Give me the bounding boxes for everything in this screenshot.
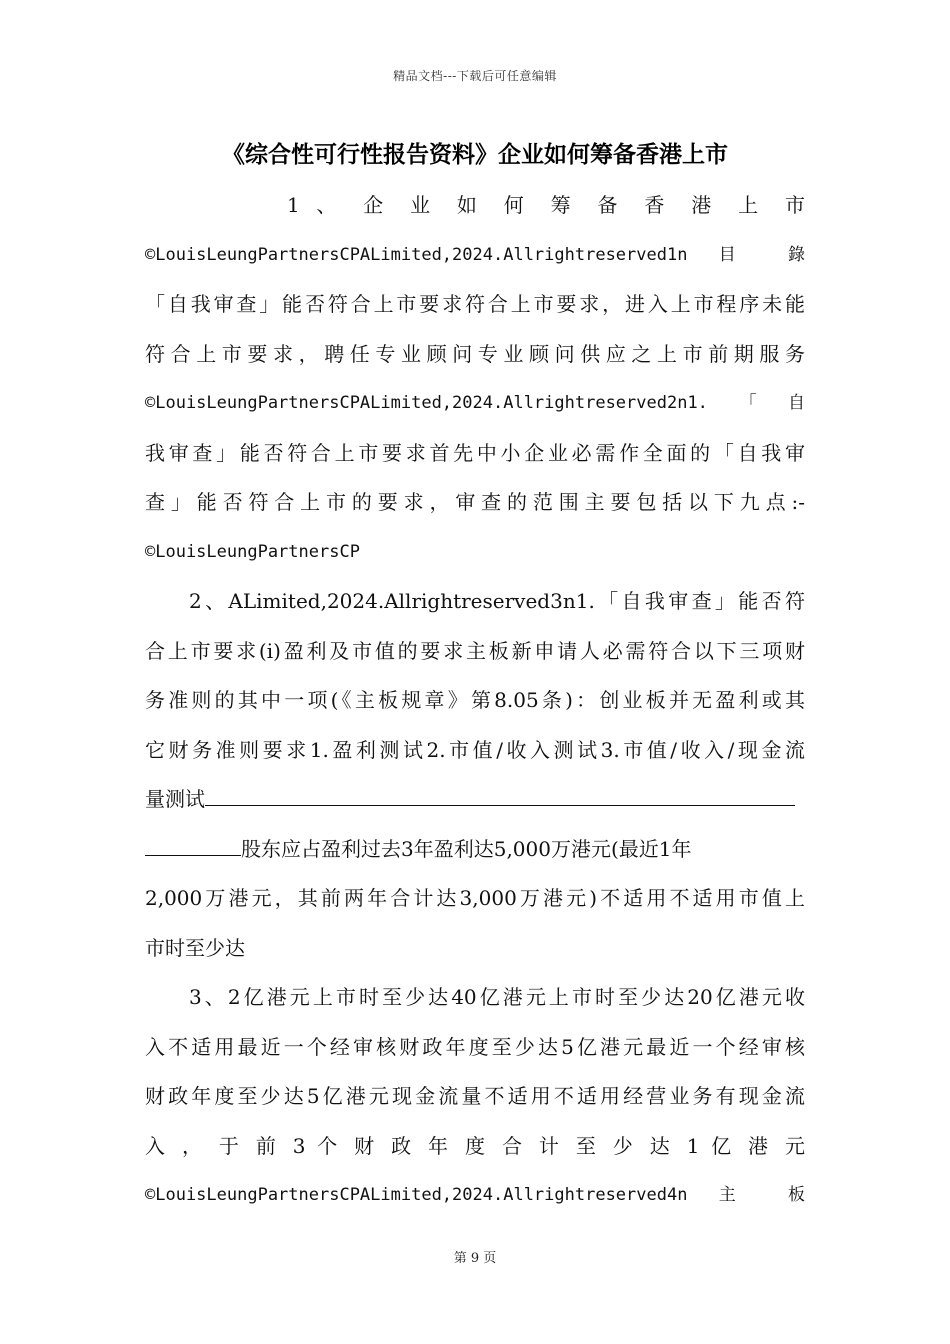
- body-line-text: 股东应占盈利过去3年盈利达5,000万港元(最近1年: [241, 836, 692, 861]
- body-line: 入 ， 于 前 3 个 财 政 年 度 合 计 至 少 达 1 亿 港 元: [145, 1133, 805, 1158]
- page-header: 精品文档---下载后可任意编辑: [393, 69, 557, 83]
- body-line: 务准则的其中一项(《主板规章》第8.05条)：创业板并无盈利或其: [145, 688, 805, 712]
- body-line: ©LouisLeungPartnersCPALimited,2024.Allrightreserved2n1.「自: [145, 393, 805, 413]
- body-line: 我审查」能否符合上市要求首先中小企业必需作全面的「自我审: [145, 440, 805, 465]
- document-body: [145, 181, 805, 1221]
- body-line: ©LouisLeungPartnersCPALimited,2024.Allrightreserved4n 主 板: [145, 1185, 805, 1205]
- blank-underline: [145, 854, 241, 856]
- body-line-text: 量测试: [145, 787, 205, 811]
- body-line: 「自我审查」能否符合上市要求符合上市要求，进入上市程序未能: [145, 292, 805, 316]
- body-line: 合上市要求(i)盈利及市值的要求主板新申请人必需符合以下三项财: [145, 638, 805, 663]
- body-line: 入不适用最近一个经审核财政年度至少达5亿港元最近一个经审核: [145, 1034, 805, 1059]
- body-line-with-blank: [145, 825, 805, 875]
- body-line: 财政年度至少达5亿港元现金流量不适用不适用经营业务有现金流: [145, 1084, 805, 1108]
- body-line: 2、ALimited,2024.Allrightreserved3n1.「自我审查」能否符: [189, 589, 805, 613]
- blank-underline: [205, 804, 795, 806]
- body-line: ©LouisLeungPartnersCPALimited,2024.Allrightreserved1n 目 錄: [145, 244, 805, 265]
- body-line: 它财务准则要求1.盈利测试2.市值/收入测试3.市值/收入/现金流: [145, 737, 805, 762]
- body-line: 符合上市要求，聘任专业顾问专业顾问供应之上市前期服务: [145, 341, 805, 366]
- body-line: 市时至少达: [145, 935, 245, 960]
- body-line: ©LouisLeungPartnersCP: [145, 541, 360, 562]
- body-line-with-blank: [145, 775, 805, 825]
- document-title: 《综合性可行性报告资料》企业如何筹备香港上市: [222, 141, 728, 168]
- body-line: 2,000万港元，其前两年合计达3,000万港元)不适用不适用市值上: [145, 886, 805, 910]
- body-line: 3、2亿港元上市时至少达40亿港元上市时至少达20亿港元收: [189, 985, 805, 1009]
- page-number: 第 9 页: [453, 1251, 497, 1266]
- body-line: 1 、 企 业 如 何 筹 备 香 港 上 市: [287, 193, 805, 217]
- body-line: 查」能否符合上市的要求，审查的范围主要包括以下九点:-: [145, 490, 805, 514]
